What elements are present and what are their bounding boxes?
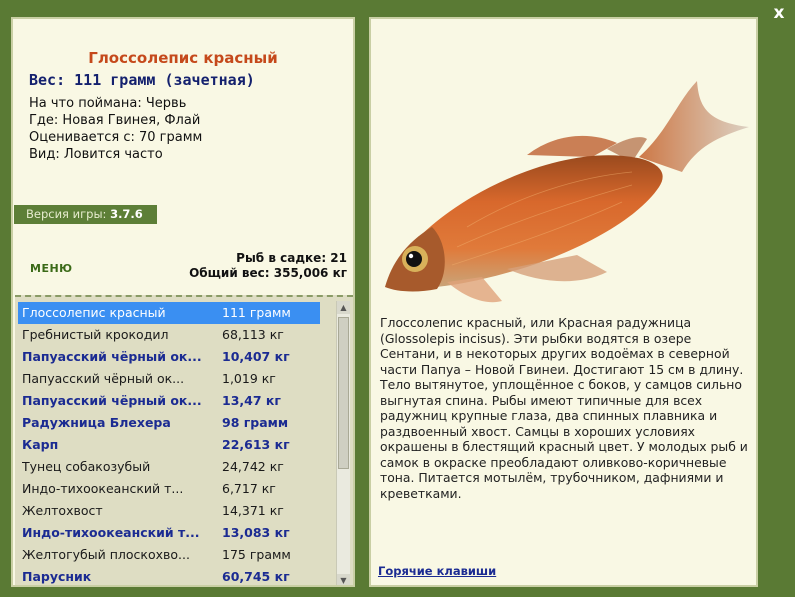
catch-list-item[interactable] [18, 544, 320, 566]
catch-list [18, 302, 320, 587]
close-icon: x [773, 3, 785, 23]
catch-item-weight: 13,47 кг [222, 393, 281, 408]
catch-item-name: Папуасский чёрный ок... [22, 393, 202, 408]
catch-item-name: Папуасский чёрный ок... [22, 349, 202, 364]
scroll-down-arrow-icon[interactable]: ▼ [337, 574, 350, 587]
fish-bait: На что поймана: Червь [29, 96, 187, 111]
catch-list-item[interactable] [18, 456, 320, 478]
total-weight: Общий вес: 355,006 кг [189, 266, 347, 280]
catch-list-item[interactable] [18, 324, 320, 346]
catch-item-name: Желтогубый плоскохво... [22, 547, 190, 562]
catch-list-item[interactable] [18, 500, 320, 522]
catch-list-item[interactable] [18, 566, 320, 587]
catch-item-name: Парусник [22, 569, 92, 584]
catch-list-item[interactable] [18, 390, 320, 412]
fish-weight: Вес: 111 грамм (зачетная) [29, 71, 255, 89]
catch-list-item[interactable] [18, 302, 320, 324]
catch-item-name: Индо-тихоокеанский т... [22, 525, 200, 540]
dorsal-fin [527, 136, 617, 157]
catch-list-item[interactable] [18, 434, 320, 456]
catch-item-name: Желтохвост [22, 503, 103, 518]
fish-image [377, 77, 749, 307]
version-label: Версия игры: [26, 207, 107, 221]
catch-item-weight: 13,083 кг [222, 525, 290, 540]
catch-item-weight: 14,371 кг [222, 503, 284, 518]
version-value: 3.7.6 [110, 207, 143, 221]
version-bar [14, 205, 157, 224]
catch-item-weight: 6,717 кг [222, 481, 276, 496]
fish-info-panel [11, 17, 355, 587]
catch-list-item[interactable] [18, 522, 320, 544]
hotkeys-link[interactable]: Горячие клавиши [378, 564, 497, 578]
catch-item-name: Индо-тихоокеанский т... [22, 481, 184, 496]
catch-item-weight: 111 грамм [222, 305, 291, 320]
catch-item-name: Папуасский чёрный ок... [22, 371, 185, 386]
catch-item-weight: 1,019 кг [222, 371, 276, 386]
fish-location: Где: Новая Гвинея, Флай [29, 113, 201, 128]
scroll-thumb[interactable] [338, 317, 349, 469]
catch-item-name: Тунец собакозубый [22, 459, 151, 474]
fish-count: Рыб в садке: 21 [236, 251, 347, 265]
scroll-up-arrow-icon[interactable]: ▲ [337, 301, 350, 314]
catch-item-weight: 175 грамм [222, 547, 291, 562]
catch-item-name: Карп [22, 437, 59, 452]
catch-item-weight: 60,745 кг [222, 569, 290, 584]
catch-item-name: Радужница Блехера [22, 415, 171, 430]
catch-item-weight: 22,613 кг [222, 437, 290, 452]
fish-title: Глоссолепис красный [88, 49, 278, 67]
catch-list-item[interactable] [18, 478, 320, 500]
catch-list-scrollbar[interactable] [336, 301, 350, 587]
catch-item-name: Глоссолепис красный [22, 305, 166, 320]
catch-item-weight: 98 грамм [222, 415, 289, 430]
catch-list-frame [15, 295, 353, 587]
catch-list-item[interactable] [18, 346, 320, 368]
catch-item-weight: 68,113 кг [222, 327, 284, 342]
fish-value-from: Оценивается с: 70 грамм [29, 130, 203, 145]
catch-item-weight: 10,407 кг [222, 349, 290, 364]
close-button[interactable] [770, 4, 788, 22]
catch-item-name: Гребнистый крокодил [22, 327, 169, 342]
menu-button[interactable]: МЕНЮ [30, 262, 73, 275]
catch-list-item[interactable] [18, 368, 320, 390]
fish-frequency: Вид: Ловится часто [29, 147, 163, 162]
fish-description: Глоссолепис красный, или Красная радужница (Glossolepis incisus). Эти рыбки водятся в озере Сентани, и в некоторых других водоёмах в северной части Папуа – Новой Гвинеи. Достигают 15 см в длину. Тело вытянутое, уплощённое с боков, у самцов сильно выгнутая спина. Рыбы имеют типичные для всех радужниц крупные глаза, два спинных плавника и раздвоенный хвост. Самцы в хороших условиях окрашены в блестящий красный цвет. У молодых рыб и самок в окраске преобладают оливково-коричневые тона. Питается мотылём, трубочником, дафниями и креветками. [380, 315, 748, 501]
fish-tail [639, 81, 749, 172]
fish-details [29, 95, 202, 163]
catch-list-item[interactable] [18, 412, 320, 434]
catch-stats [189, 251, 347, 281]
fish-description-panel [369, 17, 758, 587]
catch-item-weight: 24,742 кг [222, 459, 284, 474]
